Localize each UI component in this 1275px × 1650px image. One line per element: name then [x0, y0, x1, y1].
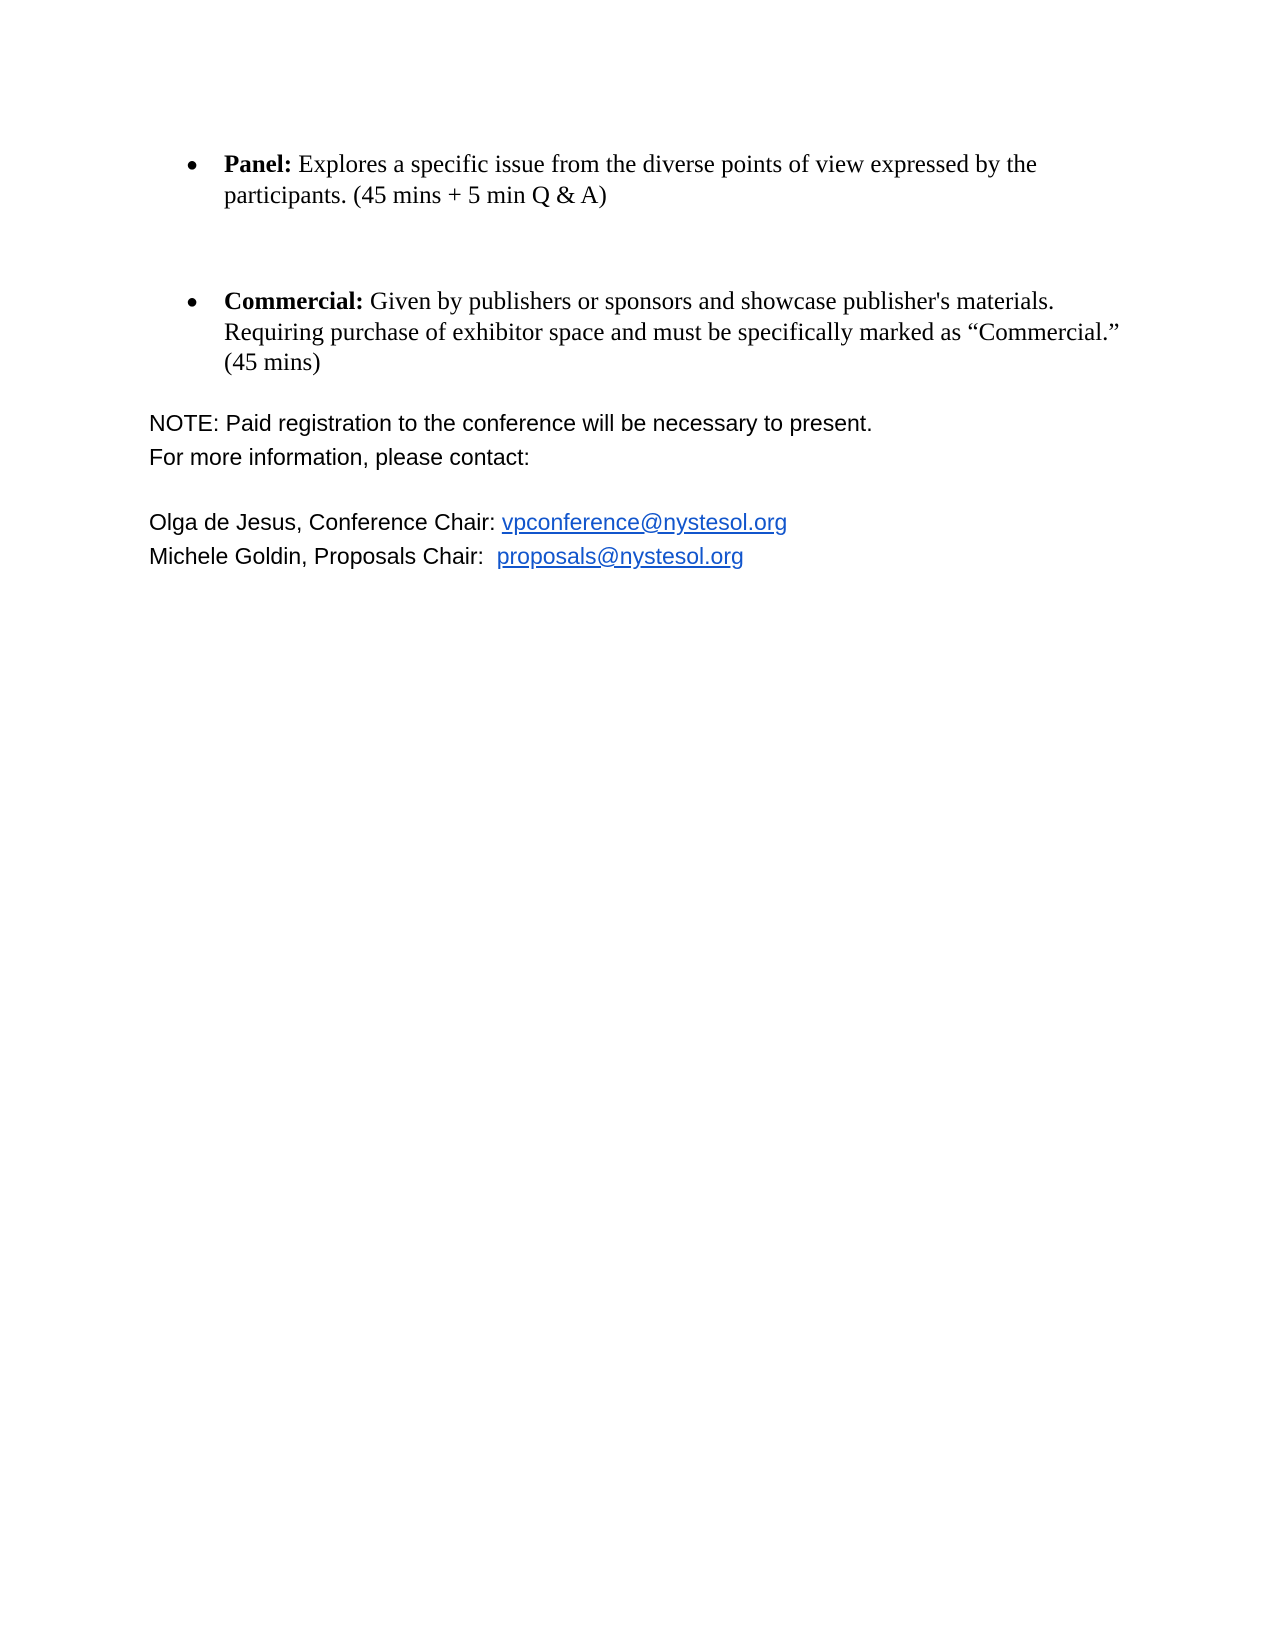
bullet-term: Commercial: — [224, 288, 364, 315]
contact-label: Olga de Jesus, Conference Chair: — [149, 509, 502, 535]
contact-line-conference-chair — [149, 507, 787, 537]
contact-intro: For more information, please contact: — [149, 444, 530, 470]
contact-line-proposals-chair — [149, 541, 744, 571]
bullet-term: Panel: — [224, 151, 293, 178]
contact-label: Michele Goldin, Proposals Chair: — [149, 543, 497, 569]
conference-chair-email-link[interactable]: vpconference@nystesol.org — [501, 509, 788, 535]
proposals-chair-email-link[interactable]: proposals@nystesol.org — [496, 543, 744, 569]
bullet-dot: ● — [186, 291, 199, 313]
bullet-description: Explores a specific issue from the diverse points of view expressed by the participants. (45 mins + 5 min Q & A) — [224, 151, 1037, 209]
bullet-text — [224, 150, 1124, 211]
bullet-dot: ● — [186, 154, 199, 176]
bullet-description: Given by publishers or sponsors and showcase publisher's materials. Requiring purchase of exhibitor space and must be specifically marked as “Commercial.” (45 mins) — [224, 288, 1120, 376]
bullet-text — [224, 287, 1124, 379]
registration-note: NOTE: Paid registration to the conference will be necessary to present. — [149, 410, 873, 436]
